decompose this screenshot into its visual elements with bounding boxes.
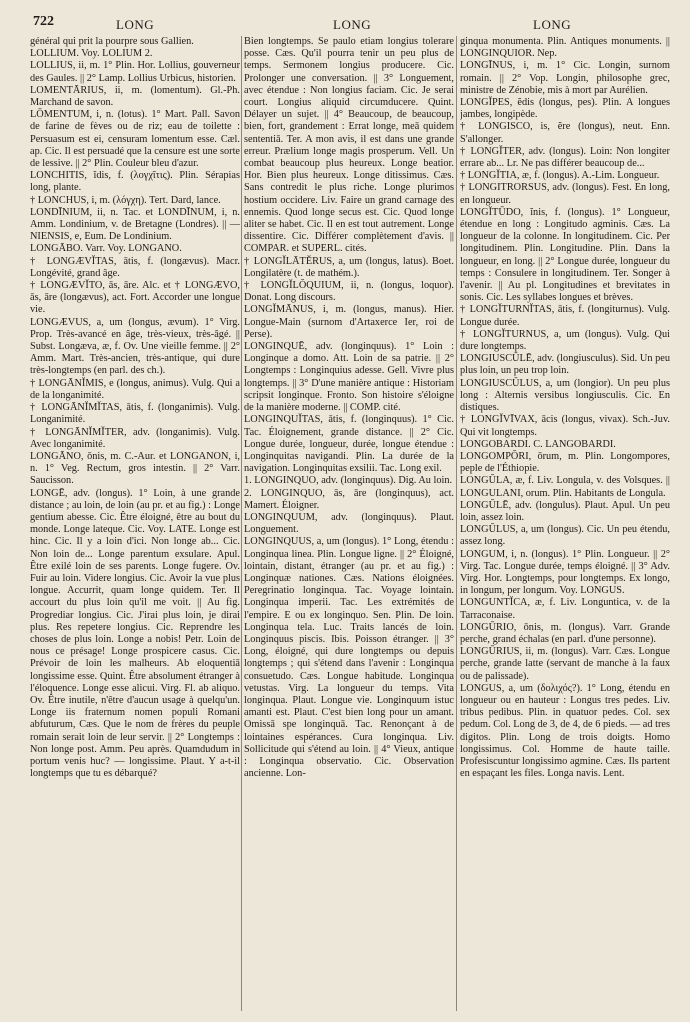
dictionary-entry: LONGŬLĒ, adv. (longulus). Plaut. Apul. Un peu loin, assez loin.	[460, 499, 670, 523]
dictionary-entry: † LONGÆVĬTO, ās, āre. Alc. et † LONGÆVO, ās, āre (longævus), act. Fort. Accorder une longue vie.	[30, 280, 240, 316]
dictionary-entry: † LONGĀNĬMIS, e (longus, animus). Vulg. Qui a de la longanimité.	[30, 377, 240, 401]
dictionary-entry: LOLLIUS, ii, m. 1° Plin. Hor. Lollius, gouverneur des Gaules. || 2° Lamp. Lollius Urbicus, historien.	[30, 60, 240, 84]
dictionary-entry: † LONGÆVĬTAS, ātis, f. (longævus). Macr. Longévité, grand âge.	[30, 255, 240, 279]
dictionary-entry: † LONGĀNĬMĬTAS, ātis, f. (longanimis). Vulg. Longanimité.	[30, 402, 240, 426]
dictionary-entry: † LONGĬTER, adv. (longus). Loin: Non longiter errare ab... Lr. Ne pas différer beaucoup de...	[460, 145, 670, 170]
dictionary-entry: LONDĪNIUM, ii, n. Tac. et LONDĪNUM, i, n. Amm. Londinium, v. de Bretagne (Londres). || — NIENSIS, e, Eum. De Londinium.	[30, 206, 240, 243]
dictionary-entry: † LONGĬTURNĬTAS, ātis, f. (longiturnus). Vulg. Longue durée.	[460, 304, 670, 328]
dictionary-entry: LONGĒ, adv. (longus). 1° Loin, à une grande distance ; au loin, de loin (au pr. et au fig.) : Longe gentium abesse. Cic. Être éloigné, être au bout du monde. Longe lateque. Cic. Voy. LATE. Longe est hinc. Cic. Il y a loin d'ici. Non longe ab... Cic. Non loin de... Longe parentum exsulare. Apul. Être exilé loin de ses parents. Longe fugere. Ov. Fuir au loin. Videre longius. Cic. Avoir la vue plus longue. Accurrit, quam longe quidem. Ter. Il accourt du plus loin qu'il me voit. || Au fig. Progrediar longius. Cic. J'irai plus loin, je dirai plus. Res repetere longius. Cic. Reprendre les choses de plus loin. Longe a nobis! Petr. Loin de nous ce présage! Longe prospicere casus. Cic. Prévoir de loin les malheurs. Ab eloquentiā longissime esse. Quint. Être absolument étranger à l'éloquence. Longe esse alicui. Virg. Fl. ab aliquo. Ov. Être inutile, n'être d'aucun usage à quelqu'un. Longe iis fraternum nomen populi Romani abfuturum, Cæs. Que le nom de frères du peuple romain serait loin de leur servir. || 2° Longtemps : Non longe post. Amm. Peu après. Quamdudum in portum venis huc? — longissime. Plaut. Y a-t-il longtemps que tu es débarqué?	[30, 487, 240, 780]
dictionary-entry: 2. LONGINQUO, ās, āre (longinquus), act. Mamert. Éloigner.	[244, 487, 454, 511]
dictionary-entry: LONGÆVUS, a, um (longus, ævum). 1° Virg. Prop. Très-avancé en âge, très-vieux, très-âgé. || Subst. Longæva, æ, f. Ov. Une vieille femme. || 2° Amm. Mart. Très-ancien, très-antique, qui dure très-longtemps (en parl. des ch.).	[30, 316, 240, 377]
dictionary-entry: LONGĬTŪDO, ĭnis, f. (longus). 1° Longueur, étendue en long : Longitudo agminis. Cæs. La longueur de la colonne. In longitudinem. Cic. Per longitudinem. Plin. Longitudine. Plin. Dans la longueur, en long. || 2° Longue durée, longueur du temps : Consulere in longitudinem. Ter. Songer à l'avenir. || Au pl. Longitudines et brevitates in sonis. Cic. Les syllabes longues et brèves.	[460, 206, 670, 304]
dictionary-entry: LONGŬLA, æ, f. Liv. Longula, v. des Volsques. || LONGULANI, orum. Plin. Habitants de Longula.	[460, 475, 670, 499]
dictionary-entry: † LONGĬTURNUS, a, um (longus). Vulg. Qui dure longtemps.	[460, 328, 670, 353]
column-left	[30, 36, 240, 1016]
page-header	[0, 0, 690, 34]
dictionary-entry: LONGŪRIUS, ii, m. (longus). Varr. Cæs. Longue perche, grande latte (servant de manche à la faux ou de palissade).	[460, 646, 670, 682]
dictionary-entry: LOMENTĀRIUS, ii, m. (lomentum). Gl.-Ph. Marchand de savon.	[30, 84, 240, 109]
dictionary-entry: LONGIUSCŬLĒ, adv. (longiusculus). Sid. Un peu plus loin, un peu trop loin.	[460, 353, 670, 377]
left-running-head: LONG	[116, 17, 155, 32]
dictionary-entry: † LONGITRORSUS, adv. (longus). Fest. En long, en longueur.	[460, 182, 670, 206]
dictionary-entry: LONGIUSCŬLUS, a, um (longior). Un peu plus long : Alternis versibus longiusculis. Cic. En distiques.	[460, 377, 670, 414]
dictionary-entry: LŌMENTUM, i, n. (lotus). 1° Mart. Pall. Savon de farine de fèves ou de riz; eau de toilette : Persuasum est ei, censuram lomentum esse. Cæl. ap. Cic. Il est persuadé que la censure est une sorte de lessive. || 2° Plin. Couleur bleu d'azur.	[30, 109, 240, 170]
dictionary-entry: LONGUM, i, n. (longus). 1° Plin. Longueur. || 2° Virg. Tac. Longue durée, temps éloigné. || 3° Adv. Virg. Hor. Longtemps, pour longtemps. Ex longo, in longum, per longum. Voy. LONGUS.	[460, 548, 670, 597]
dictionary-entry: LONGOMPŎRI, ōrum, m. Plin. Longompores, peple de l'Éthiopie.	[460, 450, 670, 475]
dictionary-entry: général qui prit la pourpre sous Gallien.	[30, 36, 194, 47]
dictionary-entry: LONGĀBO. Varr. Voy. LONGANO.	[30, 243, 182, 255]
dictionary-entry: LONGUS, a, um (δολιχός?). 1° Long, étendu en longueur ou en hauteur : Longus tres pedes. Liv. tribus pedibus. Plin. in quatuor pedes. Col. sex pedum. Col. Long de 3, de 4, de 6 pieds. — ad tres digitos. Plin. Long de trois doigts. Homo longissimus. Col. Homme de haute taille. Profesiscuntur longissimo agmine. Cæs. Ils partent en espaçant les files. Longa navis. Lent.	[460, 682, 670, 780]
dictionary-entry: † LONGĬLĀTĔRUS, a, um (longus, latus). Boet. Longilatère (t. de mathém.).	[244, 255, 454, 279]
text-columns	[30, 36, 682, 1016]
dictionary-entry: LOLLIUM. Voy. LOLIUM 2.	[30, 48, 153, 60]
dictionary-entry: LONGOBARDI. C. LANGOBARDI.	[460, 438, 616, 450]
dictionary-entry: † LONGĀNĬMĬTER, adv. (longanimis). Vulg. Avec longanimité.	[30, 426, 240, 450]
dictionary-entry: LONGINQUUM, adv. (longinquus). Plaut. Longuement.	[244, 511, 454, 536]
dictionary-entry: † LONGĬVĪVAX, ācis (longus, vivax). Sch.-Juv. Qui vit longtemps.	[460, 414, 670, 438]
dictionary-entry: † LONGĬLŎQUIUM, ii, n. (longus, loquor). Donat. Long discours.	[244, 280, 454, 304]
dictionary-entry: Bien longtemps. Se paulo etiam longius tolerare posse. Cæs. Qu'il pourra tenir un peu plus de temps. Sermonem longius producere. Cic. Prolonger une conversation. || 3° Longuement, avec étendue : Non longius faciam. Cic. Je serai court. Longius aliquid circumducere. Quint. Délayer un sujet. || 4° Beaucoup, de beaucoup, bien, fort, grandement : Errat longe, meā quidem sententiā. Ter. A mon avis, il est dans une grande erreur. Prælium longe magis prosperum. Vell. Un combat beaucoup plus heureux. Longe beatior. Hor. Bien plus heureux. Longe ditissimus. Cæs. Sans contredit le plus riche. Longe plurimos hostium occidere. Liv. Faire un grand carnage des ennemis. Quod longe secus est. Cic. Quod longe aliter se habet. Cic. Il en est tout autrement. Longe dissentire. Cic. Différer complètement d'avis. || COMPAR. et SUPERL. cités.	[244, 36, 454, 255]
center-running-head: LONG	[333, 17, 372, 32]
dictionary-entry: LONGŪRIO, ōnis, m. (longus). Varr. Grande perche, grand échalas (en parl. d'une personne).	[460, 621, 670, 645]
dictionary-entry: † LONCHUS, i, m. (λόγχη). Tert. Dard, lance.	[30, 194, 221, 206]
dictionary-entry: † LONGISCO, is, ĕre (longus), neut. Enn. S'allonger.	[460, 121, 670, 145]
dictionary-entry: LONGINQUĬTAS, ātis, f. (longinquus). 1° Cic. Tac. Éloignement, grande distance. || 2° Cic. Longue durée, longueur, durée, longue étendue : Longinquitas navigandi. Plin. La durée de la navigation. Longinquitas exsilii. Tac. Long exil.	[244, 414, 454, 475]
dictionary-entry: LONGUNTĬCA, æ, f. Liv. Longuntica, v. de la Tarraconaise.	[460, 597, 670, 621]
column-middle	[244, 36, 454, 1016]
right-running-head: LONG	[533, 17, 572, 32]
dictionary-entry: LONGĬPES, ĕdis (longus, pes). Plin. A longues jambes, longipède.	[460, 97, 670, 121]
dictionary-entry: LONGŬLUS, a, um (longus). Cic. Un peu étendu, assez long.	[460, 524, 670, 548]
dictionary-entry: ginqua monumenta. Plin. Antiques monuments. || LONGINQUIOR. Nep.	[460, 36, 670, 60]
dictionary-entry: † LONGĬTIA, æ, f. (longus). A.-Lim. Longueur.	[460, 170, 660, 182]
dictionary-entry: LONGĪNUS, i, m. 1° Cic. Longin, surnom romain. || 2° Vop. Longin, philosophe grec, ministre de Zénobie, mis à mort par Aurélien.	[460, 60, 670, 96]
column-divider	[456, 36, 457, 1011]
column-right	[460, 36, 670, 1016]
dictionary-entry: LONGĬMĀNUS, i, m. (longus, manus). Hier. Longue-Main (surnom d'Artaxerce Ier, roi de Perse).	[244, 304, 454, 340]
column-divider	[241, 36, 242, 1011]
dictionary-entry: LONGĀNO, ōnis, m. C.-Aur. et LONGANON, i, n. 1° Veg. Rectum, gros intestin. || 2° Varr. Saucisson.	[30, 450, 240, 487]
dictionary-entry: LONCHITIS, ĭdis, f. (λογχῖτις). Plin. Sérapias long, plante.	[30, 170, 240, 194]
page-number: 722	[33, 14, 54, 29]
dictionary-entry: 1. LONGINQUO, adv. (longinquus). Dig. Au loin.	[244, 475, 453, 487]
dictionary-entry: LONGINQUĒ, adv. (longinquus). 1° Loin : Longinque a domo. Att. Loin de sa patrie. || 2° Longtemps : Longinquius adesse. Gell. Vivre plus longtemps. || 3° D'une manière antique : Historiam scripsit longinque. Fronto. Son histoire s'éloigne de la manière moderne. || COMP. cité.	[244, 341, 454, 414]
dictionary-entry: LONGINQUUS, a, um (longus). 1° Long, étendu : Longinqua linea. Plin. Longue ligne. || 2° Éloigné, lointain, distant, étranger (au pr. et au fig.) : Longinquæ nationes. Cæs. Nations éloignées. Peregrinatio longinqua. Tac. Voyage lointain. Longinqua imperii. Tac. Les extrémités de l'empire. E ou ex longinquo. Sen. Plin. De loin. Longinqua tela. Luc. Traits lancés de loin. Longinquus piscis. Ibis. Poisson étranger. || 3° Long, éloigné, qui dure longtemps ou depuis longtemps ; qui s'étend dans l'avenir : Longinqua consuetudo. Cæs. Longue habitude. Longinqua vetustas. Virg. La longueur du temps. Vita longinqua. Plaut. Longue vie. Longinquum istuc amanti est. Plaut. C'est bien long pour un amant. Omissā spe longinquā. Tac. Renonçant à de lointaines espérances. Cura longinqua. Liv. Sollicitude qui s'étend au loin. || 4° Vieux, antique : Longinqua observatio. Cic. Observation ancienne. Lon-	[244, 536, 454, 780]
